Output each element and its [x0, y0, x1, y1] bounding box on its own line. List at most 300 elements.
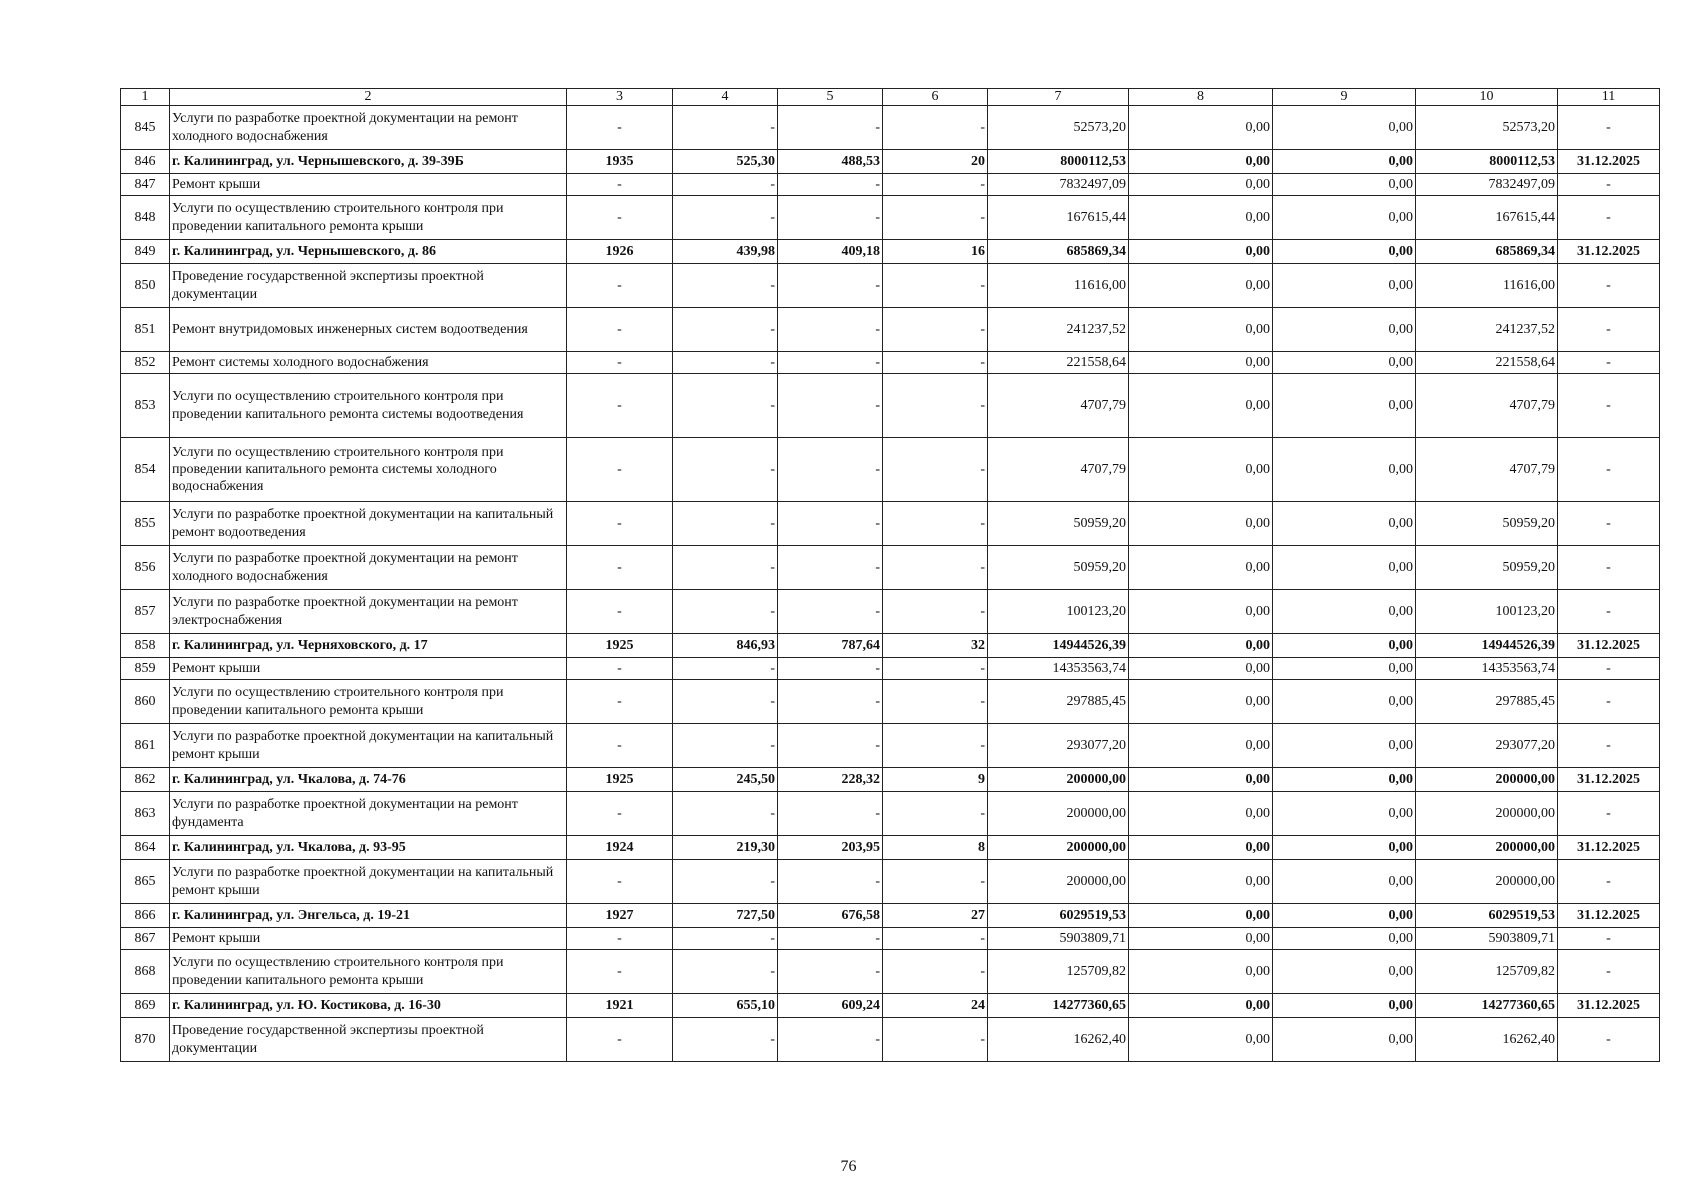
cell-col-4: - — [673, 196, 778, 240]
cell-col-3: - — [567, 860, 673, 904]
cell-col-7: 200000,00 — [988, 836, 1129, 860]
cell-col-4: - — [673, 546, 778, 590]
cell-col-6: 16 — [883, 240, 988, 264]
cell-col-7: 6029519,53 — [988, 904, 1129, 928]
cell-col-9: 0,00 — [1273, 352, 1416, 374]
row-description: Услуги по разработке проектной документации на ремонт электроснабжения — [170, 590, 567, 634]
row-description: Ремонт крыши — [170, 174, 567, 196]
row-number: 865 — [121, 860, 170, 904]
cell-col-9: 0,00 — [1273, 768, 1416, 792]
cell-col-11: - — [1558, 308, 1660, 352]
row-number: 853 — [121, 374, 170, 438]
cell-col-5: 488,53 — [778, 150, 883, 174]
cell-col-5: 409,18 — [778, 240, 883, 264]
cell-col-7: 167615,44 — [988, 196, 1129, 240]
column-number: 3 — [567, 89, 673, 106]
cell-col-10: 50959,20 — [1416, 502, 1558, 546]
cell-col-10: 200000,00 — [1416, 836, 1558, 860]
table-row — [121, 724, 1660, 768]
cell-col-11: - — [1558, 928, 1660, 950]
cell-col-11: - — [1558, 680, 1660, 724]
cell-col-3: 1924 — [567, 836, 673, 860]
cell-col-3: 1925 — [567, 768, 673, 792]
cell-col-10: 100123,20 — [1416, 590, 1558, 634]
cell-col-7: 293077,20 — [988, 724, 1129, 768]
cell-col-5: 228,32 — [778, 768, 883, 792]
table-body — [121, 89, 1660, 1062]
cell-col-4: - — [673, 502, 778, 546]
cell-col-8: 0,00 — [1129, 928, 1273, 950]
cell-col-6: 27 — [883, 904, 988, 928]
cell-col-8: 0,00 — [1129, 792, 1273, 836]
row-number: 854 — [121, 438, 170, 502]
cell-col-4: 655,10 — [673, 994, 778, 1018]
cell-col-7: 125709,82 — [988, 950, 1129, 994]
cell-col-4: - — [673, 658, 778, 680]
cell-col-3: 1935 — [567, 150, 673, 174]
cell-col-11: - — [1558, 196, 1660, 240]
cell-col-3: 1926 — [567, 240, 673, 264]
row-description: Ремонт крыши — [170, 658, 567, 680]
column-number: 7 — [988, 89, 1129, 106]
cell-col-3: 1925 — [567, 634, 673, 658]
cell-col-8: 0,00 — [1129, 546, 1273, 590]
cell-col-4: 439,98 — [673, 240, 778, 264]
row-description: Услуги по осуществлению строительного контроля при проведении капитального ремонта системы водоотведения — [170, 374, 567, 438]
cell-col-9: 0,00 — [1273, 860, 1416, 904]
cell-col-7: 200000,00 — [988, 792, 1129, 836]
cell-col-6: - — [883, 658, 988, 680]
cell-col-8: 0,00 — [1129, 950, 1273, 994]
cell-col-10: 6029519,53 — [1416, 904, 1558, 928]
table-row — [121, 792, 1660, 836]
cell-col-3: - — [567, 374, 673, 438]
cell-col-6: - — [883, 1018, 988, 1062]
row-description: Ремонт внутридомовых инженерных систем водоотведения — [170, 308, 567, 352]
row-description: Ремонт крыши — [170, 928, 567, 950]
cell-col-5: 787,64 — [778, 634, 883, 658]
cell-col-6: - — [883, 724, 988, 768]
row-number: 861 — [121, 724, 170, 768]
cell-col-7: 221558,64 — [988, 352, 1129, 374]
cell-col-7: 14353563,74 — [988, 658, 1129, 680]
table-row — [121, 1018, 1660, 1062]
row-description: Услуги по разработке проектной документации на ремонт холодного водоснабжения — [170, 546, 567, 590]
row-number: 866 — [121, 904, 170, 928]
cell-col-7: 5903809,71 — [988, 928, 1129, 950]
cell-col-11: - — [1558, 950, 1660, 994]
cell-col-6: - — [883, 308, 988, 352]
cell-col-8: 0,00 — [1129, 240, 1273, 264]
table-row — [121, 680, 1660, 724]
column-number: 9 — [1273, 89, 1416, 106]
table-row — [121, 174, 1660, 196]
cell-col-4: - — [673, 438, 778, 502]
cell-col-8: 0,00 — [1129, 106, 1273, 150]
table-row — [121, 438, 1660, 502]
cell-col-4: - — [673, 106, 778, 150]
cell-col-8: 0,00 — [1129, 352, 1273, 374]
cell-col-8: 0,00 — [1129, 1018, 1273, 1062]
cell-col-6: - — [883, 680, 988, 724]
row-description: Услуги по разработке проектной документации на ремонт холодного водоснабжения — [170, 106, 567, 150]
cell-col-8: 0,00 — [1129, 502, 1273, 546]
table-row — [121, 590, 1660, 634]
cell-col-10: 685869,34 — [1416, 240, 1558, 264]
cell-col-4: - — [673, 1018, 778, 1062]
cell-col-11: - — [1558, 546, 1660, 590]
cell-col-10: 14277360,65 — [1416, 994, 1558, 1018]
cell-col-7: 52573,20 — [988, 106, 1129, 150]
cell-col-3: 1927 — [567, 904, 673, 928]
cell-col-4: - — [673, 174, 778, 196]
cell-col-8: 0,00 — [1129, 634, 1273, 658]
cell-col-9: 0,00 — [1273, 792, 1416, 836]
cell-col-4: 846,93 — [673, 634, 778, 658]
cell-col-7: 4707,79 — [988, 438, 1129, 502]
column-number: 11 — [1558, 89, 1660, 106]
cell-col-4: 245,50 — [673, 768, 778, 792]
table-row — [121, 106, 1660, 150]
cell-col-8: 0,00 — [1129, 768, 1273, 792]
cell-col-9: 0,00 — [1273, 928, 1416, 950]
cell-col-3: - — [567, 590, 673, 634]
table-row — [121, 860, 1660, 904]
cell-col-10: 4707,79 — [1416, 438, 1558, 502]
table-row — [121, 904, 1660, 928]
cell-col-6: - — [883, 950, 988, 994]
cell-col-3: - — [567, 658, 673, 680]
cell-col-8: 0,00 — [1129, 264, 1273, 308]
cell-col-5: 203,95 — [778, 836, 883, 860]
cell-col-3: - — [567, 928, 673, 950]
cell-col-6: - — [883, 352, 988, 374]
cell-col-6: 9 — [883, 768, 988, 792]
cell-col-4: - — [673, 680, 778, 724]
cell-col-8: 0,00 — [1129, 174, 1273, 196]
cell-col-4: - — [673, 928, 778, 950]
cell-col-4: - — [673, 792, 778, 836]
cell-col-5: - — [778, 174, 883, 196]
cell-col-5: - — [778, 308, 883, 352]
cell-col-11: 31.12.2025 — [1558, 904, 1660, 928]
row-description: г. Калининград, ул. Чкалова, д. 74-76 — [170, 768, 567, 792]
cell-col-9: 0,00 — [1273, 590, 1416, 634]
cell-col-7: 14277360,65 — [988, 994, 1129, 1018]
cell-col-10: 221558,64 — [1416, 352, 1558, 374]
row-description: Проведение государственной экспертизы проектной документации — [170, 1018, 567, 1062]
table-row — [121, 546, 1660, 590]
row-description: г. Калининград, ул. Черняховского, д. 17 — [170, 634, 567, 658]
cell-col-4: 525,30 — [673, 150, 778, 174]
cell-col-9: 0,00 — [1273, 680, 1416, 724]
row-number: 845 — [121, 106, 170, 150]
row-number: 856 — [121, 546, 170, 590]
cell-col-5: - — [778, 196, 883, 240]
cell-col-4: - — [673, 590, 778, 634]
row-number: 850 — [121, 264, 170, 308]
cell-col-10: 50959,20 — [1416, 546, 1558, 590]
cell-col-5: 676,58 — [778, 904, 883, 928]
row-number: 852 — [121, 352, 170, 374]
row-description: г. Калининград, ул. Чернышевского, д. 39-39Б — [170, 150, 567, 174]
cell-col-6: - — [883, 374, 988, 438]
row-number: 848 — [121, 196, 170, 240]
cell-col-11: - — [1558, 264, 1660, 308]
works-table — [120, 88, 1660, 1062]
cell-col-3: - — [567, 106, 673, 150]
cell-col-11: - — [1558, 590, 1660, 634]
cell-col-9: 0,00 — [1273, 950, 1416, 994]
cell-col-7: 11616,00 — [988, 264, 1129, 308]
cell-col-7: 685869,34 — [988, 240, 1129, 264]
cell-col-10: 4707,79 — [1416, 374, 1558, 438]
row-number: 862 — [121, 768, 170, 792]
row-number: 858 — [121, 634, 170, 658]
cell-col-9: 0,00 — [1273, 546, 1416, 590]
cell-col-8: 0,00 — [1129, 658, 1273, 680]
cell-col-8: 0,00 — [1129, 590, 1273, 634]
cell-col-10: 5903809,71 — [1416, 928, 1558, 950]
cell-col-11: - — [1558, 352, 1660, 374]
cell-col-4: - — [673, 264, 778, 308]
cell-col-5: - — [778, 1018, 883, 1062]
cell-col-7: 50959,20 — [988, 502, 1129, 546]
cell-col-4: - — [673, 352, 778, 374]
column-number: 2 — [170, 89, 567, 106]
cell-col-10: 11616,00 — [1416, 264, 1558, 308]
cell-col-9: 0,00 — [1273, 724, 1416, 768]
row-number: 855 — [121, 502, 170, 546]
cell-col-10: 200000,00 — [1416, 860, 1558, 904]
cell-col-8: 0,00 — [1129, 374, 1273, 438]
row-description: Услуги по разработке проектной документации на капитальный ремонт крыши — [170, 860, 567, 904]
cell-col-8: 0,00 — [1129, 150, 1273, 174]
row-description: г. Калининград, ул. Энгельса, д. 19-21 — [170, 904, 567, 928]
row-description: Услуги по осуществлению строительного контроля при проведении капитального ремонта крыши — [170, 680, 567, 724]
cell-col-9: 0,00 — [1273, 836, 1416, 860]
cell-col-6: 32 — [883, 634, 988, 658]
cell-col-10: 16262,40 — [1416, 1018, 1558, 1062]
cell-col-7: 100123,20 — [988, 590, 1129, 634]
cell-col-3: - — [567, 174, 673, 196]
cell-col-6: - — [883, 928, 988, 950]
table-row — [121, 836, 1660, 860]
cell-col-7: 4707,79 — [988, 374, 1129, 438]
row-number: 851 — [121, 308, 170, 352]
cell-col-10: 7832497,09 — [1416, 174, 1558, 196]
cell-col-9: 0,00 — [1273, 904, 1416, 928]
cell-col-11: 31.12.2025 — [1558, 150, 1660, 174]
table-row — [121, 240, 1660, 264]
row-description: Проведение государственной экспертизы проектной документации — [170, 264, 567, 308]
cell-col-6: - — [883, 438, 988, 502]
column-number: 5 — [778, 89, 883, 106]
cell-col-9: 0,00 — [1273, 374, 1416, 438]
row-number: 868 — [121, 950, 170, 994]
cell-col-11: - — [1558, 438, 1660, 502]
cell-col-5: - — [778, 502, 883, 546]
cell-col-9: 0,00 — [1273, 174, 1416, 196]
cell-col-11: - — [1558, 374, 1660, 438]
cell-col-5: - — [778, 724, 883, 768]
cell-col-3: - — [567, 792, 673, 836]
row-description: Услуги по осуществлению строительного контроля при проведении капитального ремонта крыши — [170, 196, 567, 240]
cell-col-8: 0,00 — [1129, 724, 1273, 768]
cell-col-7: 16262,40 — [988, 1018, 1129, 1062]
cell-col-8: 0,00 — [1129, 196, 1273, 240]
cell-col-6: - — [883, 590, 988, 634]
cell-col-4: - — [673, 950, 778, 994]
cell-col-9: 0,00 — [1273, 150, 1416, 174]
cell-col-11: 31.12.2025 — [1558, 634, 1660, 658]
cell-col-6: - — [883, 174, 988, 196]
cell-col-3: - — [567, 724, 673, 768]
cell-col-11: - — [1558, 174, 1660, 196]
cell-col-5: 609,24 — [778, 994, 883, 1018]
cell-col-9: 0,00 — [1273, 658, 1416, 680]
cell-col-11: 31.12.2025 — [1558, 240, 1660, 264]
cell-col-6: - — [883, 196, 988, 240]
cell-col-7: 7832497,09 — [988, 174, 1129, 196]
cell-col-11: - — [1558, 502, 1660, 546]
cell-col-9: 0,00 — [1273, 240, 1416, 264]
cell-col-8: 0,00 — [1129, 308, 1273, 352]
cell-col-11: 31.12.2025 — [1558, 836, 1660, 860]
cell-col-7: 297885,45 — [988, 680, 1129, 724]
cell-col-3: - — [567, 1018, 673, 1062]
cell-col-11: - — [1558, 658, 1660, 680]
row-number: 863 — [121, 792, 170, 836]
cell-col-5: - — [778, 792, 883, 836]
cell-col-6: - — [883, 860, 988, 904]
cell-col-4: 219,30 — [673, 836, 778, 860]
cell-col-6: 8 — [883, 836, 988, 860]
cell-col-6: - — [883, 106, 988, 150]
cell-col-3: - — [567, 950, 673, 994]
cell-col-9: 0,00 — [1273, 106, 1416, 150]
row-description: Услуги по разработке проектной документации на капитальный ремонт водоотведения — [170, 502, 567, 546]
cell-col-10: 8000112,53 — [1416, 150, 1558, 174]
cell-col-4: 727,50 — [673, 904, 778, 928]
cell-col-5: - — [778, 352, 883, 374]
row-number: 846 — [121, 150, 170, 174]
cell-col-9: 0,00 — [1273, 308, 1416, 352]
cell-col-6: - — [883, 546, 988, 590]
row-number: 859 — [121, 658, 170, 680]
table-row — [121, 196, 1660, 240]
cell-col-11: 31.12.2025 — [1558, 768, 1660, 792]
table-row — [121, 950, 1660, 994]
cell-col-4: - — [673, 374, 778, 438]
cell-col-5: - — [778, 546, 883, 590]
table-row — [121, 150, 1660, 174]
cell-col-5: - — [778, 658, 883, 680]
row-number: 870 — [121, 1018, 170, 1062]
cell-col-5: - — [778, 680, 883, 724]
row-description: Ремонт системы холодного водоснабжения — [170, 352, 567, 374]
cell-col-4: - — [673, 308, 778, 352]
row-number: 860 — [121, 680, 170, 724]
cell-col-11: - — [1558, 860, 1660, 904]
row-description: Услуги по осуществлению строительного контроля при проведении капитального ремонта крыши — [170, 950, 567, 994]
cell-col-6: - — [883, 502, 988, 546]
cell-col-3: - — [567, 352, 673, 374]
table-row — [121, 374, 1660, 438]
row-description: г. Калининград, ул. Чернышевского, д. 86 — [170, 240, 567, 264]
cell-col-5: - — [778, 374, 883, 438]
table-row — [121, 634, 1660, 658]
cell-col-5: - — [778, 264, 883, 308]
cell-col-6: - — [883, 264, 988, 308]
cell-col-3: - — [567, 438, 673, 502]
table-row — [121, 264, 1660, 308]
row-number: 869 — [121, 994, 170, 1018]
cell-col-7: 200000,00 — [988, 860, 1129, 904]
cell-col-9: 0,00 — [1273, 196, 1416, 240]
column-number: 1 — [121, 89, 170, 106]
cell-col-5: - — [778, 106, 883, 150]
cell-col-10: 293077,20 — [1416, 724, 1558, 768]
cell-col-7: 14944526,39 — [988, 634, 1129, 658]
cell-col-9: 0,00 — [1273, 634, 1416, 658]
cell-col-5: - — [778, 860, 883, 904]
column-number: 4 — [673, 89, 778, 106]
cell-col-6: - — [883, 792, 988, 836]
cell-col-6: 24 — [883, 994, 988, 1018]
cell-col-9: 0,00 — [1273, 994, 1416, 1018]
cell-col-3: - — [567, 680, 673, 724]
table-row — [121, 502, 1660, 546]
column-number-row — [121, 89, 1660, 106]
cell-col-9: 0,00 — [1273, 264, 1416, 308]
column-number: 10 — [1416, 89, 1558, 106]
table-row — [121, 658, 1660, 680]
cell-col-8: 0,00 — [1129, 860, 1273, 904]
cell-col-3: - — [567, 502, 673, 546]
column-number: 6 — [883, 89, 988, 106]
table-row — [121, 308, 1660, 352]
cell-col-7: 8000112,53 — [988, 150, 1129, 174]
cell-col-7: 200000,00 — [988, 768, 1129, 792]
table-row — [121, 768, 1660, 792]
cell-col-11: 31.12.2025 — [1558, 994, 1660, 1018]
cell-col-7: 241237,52 — [988, 308, 1129, 352]
cell-col-10: 241237,52 — [1416, 308, 1558, 352]
row-description: Услуги по осуществлению строительного контроля при проведении капитального ремонта системы холодного водоснабжения — [170, 438, 567, 502]
cell-col-10: 14353563,74 — [1416, 658, 1558, 680]
cell-col-11: - — [1558, 106, 1660, 150]
cell-col-10: 14944526,39 — [1416, 634, 1558, 658]
cell-col-9: 0,00 — [1273, 502, 1416, 546]
cell-col-11: - — [1558, 792, 1660, 836]
row-number: 864 — [121, 836, 170, 860]
cell-col-9: 0,00 — [1273, 1018, 1416, 1062]
cell-col-3: - — [567, 196, 673, 240]
cell-col-8: 0,00 — [1129, 836, 1273, 860]
cell-col-10: 125709,82 — [1416, 950, 1558, 994]
cell-col-5: - — [778, 950, 883, 994]
row-number: 867 — [121, 928, 170, 950]
cell-col-11: - — [1558, 1018, 1660, 1062]
cell-col-10: 167615,44 — [1416, 196, 1558, 240]
row-description: г. Калининград, ул. Ю. Костикова, д. 16-30 — [170, 994, 567, 1018]
cell-col-11: - — [1558, 724, 1660, 768]
cell-col-5: - — [778, 590, 883, 634]
table-row — [121, 352, 1660, 374]
cell-col-8: 0,00 — [1129, 438, 1273, 502]
cell-col-10: 52573,20 — [1416, 106, 1558, 150]
